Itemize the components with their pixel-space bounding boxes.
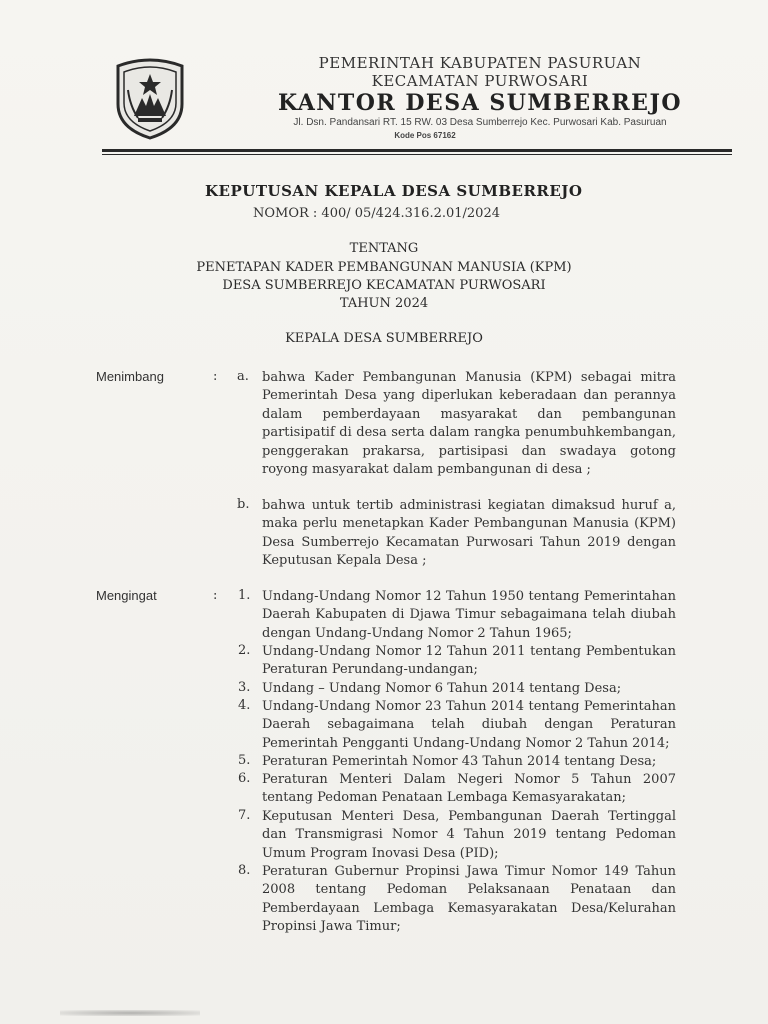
mengingat-item-1-mark: 1. (238, 588, 251, 603)
mengingat-item-8-mark: 8. (238, 863, 251, 878)
decree-issuer: KEPALA DESA SUMBERREJO (285, 331, 483, 346)
mengingat-item-3-mark: 3. (238, 680, 251, 695)
decree-about: TENTANG (349, 241, 419, 256)
decree-title: KEPUTUSAN KEPALA DESA SUMBERREJO (205, 182, 583, 200)
mengingat-item-6-mark: 6. (238, 771, 251, 786)
menimbang-label: Menimbang (96, 369, 164, 384)
letterhead-office: KANTOR DESA SUMBERREJO (277, 90, 683, 116)
mengingat-item-7: Keputusan Menteri Desa, Pembangunan Daerah Tertinggal dan Transmigrasi Nomor 4 Tahun 2019 tentang Pedoman Umum Program Inovasi Desa (PID); (262, 809, 676, 861)
regency-emblem-icon (112, 56, 188, 140)
mengingat-item-7-mark: 7. (238, 808, 251, 823)
scan-smudge (60, 1010, 200, 1016)
mengingat-item-4-mark: 4. (238, 698, 251, 713)
decree-subject-line2: DESA SUMBERREJO KECAMATAN PURWOSARI (222, 278, 546, 293)
mengingat-item-8: Peraturan Gubernur Propinsi Jawa Timur Nomor 149 Tahun 2008 tentang Pedoman Pelaksanaan Penataan dan Pemberdayaan Lembaga Kemasyarakatan Desa/Kelurahan Propinsi Jawa Timur; (262, 864, 676, 935)
decree-year: TAHUN 2024 (339, 296, 429, 311)
mengingat-item-4: Undang-Undang Nomor 23 Tahun 2014 tentang Pemerintahan Daerah sebagaimana telah diubah dengan Peraturan Pemerintah Pengganti Undang-Undang Nomor 2 Tahun 2014; (262, 699, 676, 751)
letterhead-thin-rule (102, 154, 732, 155)
mengingat-item-3: Undang – Undang Nomor 6 Tahun 2014 tentang Desa; (262, 681, 622, 696)
decree-subject-line1: PENETAPAN KADER PEMBANGUNAN MANUSIA (KPM) (196, 260, 572, 275)
decree-number: NOMOR : 400/ 05/424.316.2.01/2024 (253, 206, 500, 221)
mengingat-item-2-mark: 2. (238, 643, 251, 658)
mengingat-item-5: Peraturan Pemerintah Nomor 43 Tahun 2014 tentang Desa; (262, 754, 657, 769)
mengingat-item-6: Peraturan Menteri Dalam Negeri Nomor 5 Tahun 2007 tentang Pedoman Penataan Lembaga Kemasyarakatan; (262, 772, 676, 806)
letterhead-thick-rule (102, 149, 732, 152)
mengingat-item-5-mark: 5. (238, 753, 251, 768)
mengingat-item-2: Undang-Undang Nomor 12 Tahun 2011 tentang Pembentukan Peraturan Perundang-undangan; (262, 644, 676, 678)
letterhead-government: PEMERINTAH KABUPATEN PASURUAN (318, 54, 642, 72)
menimbang-item-a-mark: a. (237, 369, 249, 384)
mengingat-colon: : (213, 588, 218, 603)
menimbang-item-a: bahwa Kader Pembangunan Manusia (KPM) sebagai mitra Pemerintah Desa yang diperlukan keberadaan dan perannya dalam pemberdayaan masyarakat dan pembangunan partisipatif di desa serta dalam rangka penumbuhkembangan, penggerakan prakarsa, partisipasi dan swadaya gotong royong masyarakat dalam pembangunan di desa ; (262, 370, 676, 478)
mengingat-label: Mengingat (96, 588, 157, 603)
menimbang-item-b: bahwa untuk tertib administrasi kegiatan dimaksud huruf a, maka perlu menetapkan Kader Pembangunan Manusia (KPM) Desa Sumberrejo Kecamatan Purwosari Tahun 2019 dengan Keputusan Kepala Desa ; (262, 498, 676, 569)
letterhead-address: Jl. Dsn. Pandansari RT. 15 RW. 03 Desa Sumberrejo Kec. Purwosari Kab. Pasuruan (293, 117, 667, 128)
letterhead-postal-code: Kode Pos 67162 (394, 131, 456, 140)
letterhead-district: KECAMATAN PURWOSARI (371, 72, 589, 90)
menimbang-item-b-mark: b. (237, 497, 250, 512)
menimbang-colon: : (213, 369, 218, 384)
mengingat-item-1: Undang-Undang Nomor 12 Tahun 1950 tentang Pemerintahan Daerah Kabupaten di Djawa Timur sebagaimana telah diubah dengan Undang-Undang Nomor 2 Tahun 1965; (262, 589, 676, 641)
